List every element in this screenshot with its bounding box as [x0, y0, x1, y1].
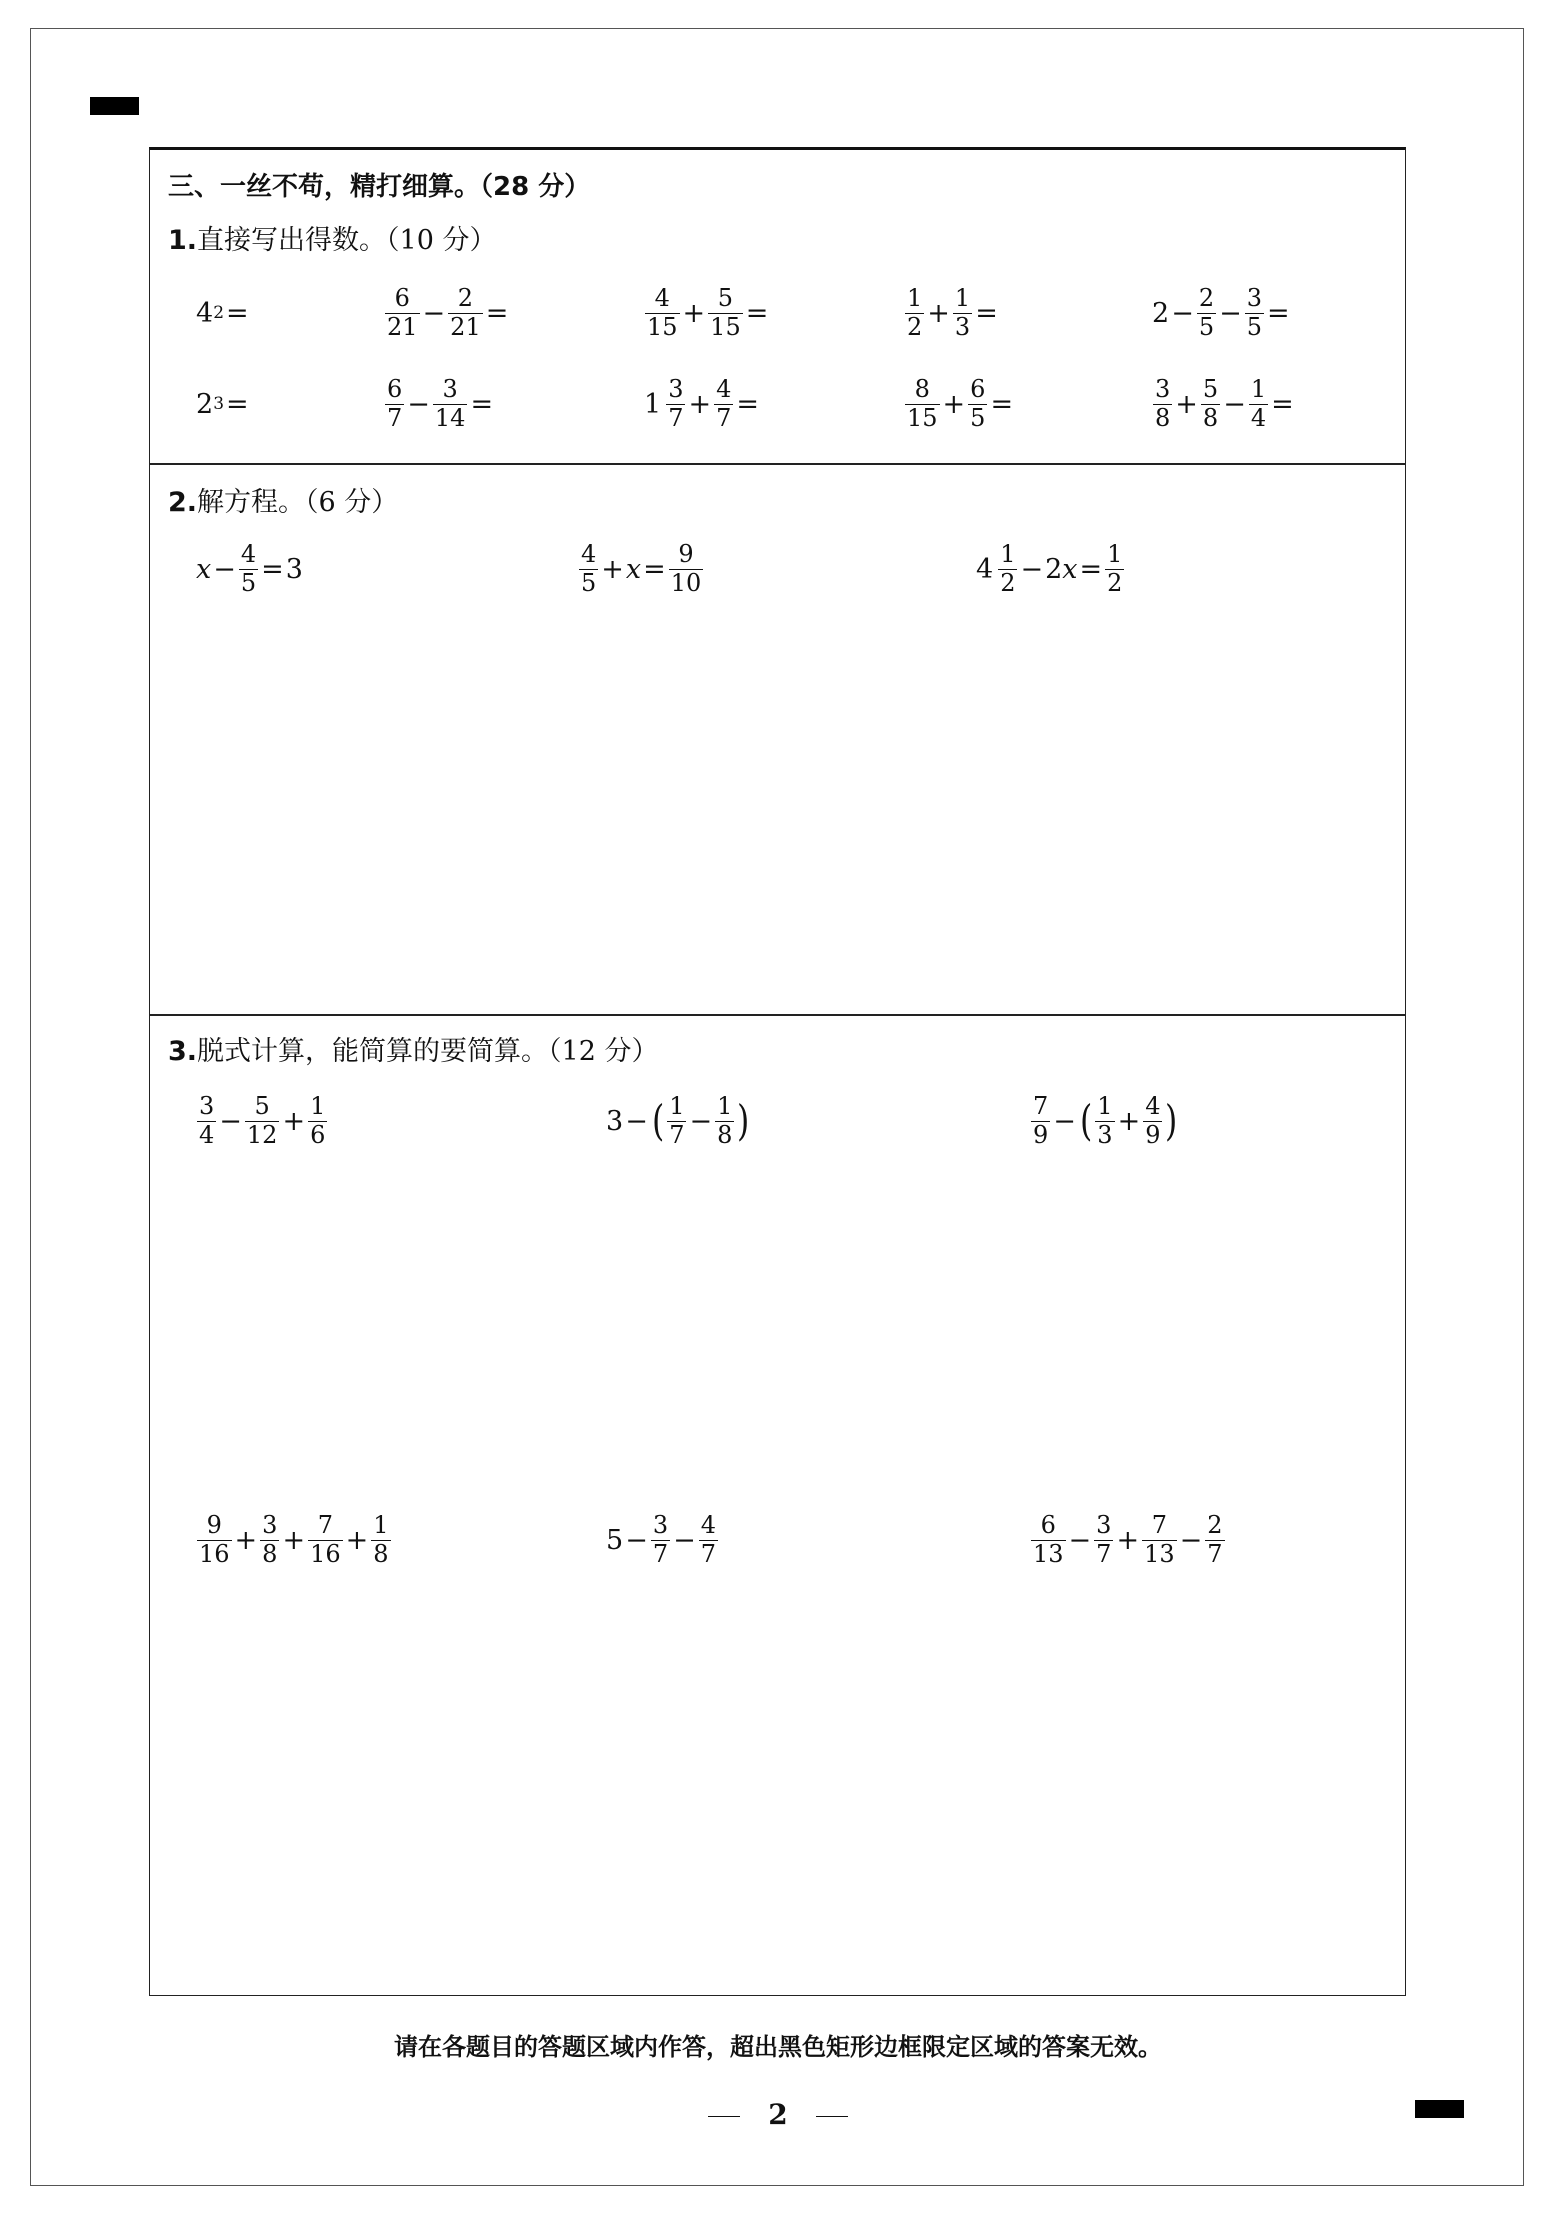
answer-area-notice: 请在各题目的答题区域内作答，超出黑色矩形边框限定区域的答案无效。	[394, 2033, 1162, 2061]
q1-expr-r2-2[interactable]: $\frac{6}{7}$ − $\frac{3}{14}$ =	[387, 375, 494, 432]
q1-expr-r2-4[interactable]: $\frac{8}{15}$ + $\frac{6}{5}$ =	[907, 375, 1014, 432]
q1-expr-r2-1[interactable]: 2 3 =	[196, 388, 249, 420]
q3-title	[168, 1029, 659, 1068]
q3-instruction: 脱式计算，能简算的要简算。（12 分）	[197, 1036, 659, 1067]
q3-problem-2[interactable]: 3 − ( $\frac{1}{7}$ − $\frac{1}{8}$ )	[606, 1092, 750, 1149]
q1-number: 1.	[168, 225, 198, 256]
q3-problem-1[interactable]: $\frac{3}{4}$ − $\frac{5}{12}$ + $\frac{1}{6}$	[199, 1092, 326, 1149]
q1-title	[168, 218, 497, 257]
page-number: 2	[0, 2098, 1556, 2131]
q3-problem-3[interactable]: $\frac{7}{9}$ − ( $\frac{1}{3}$ + $\frac{4}{9}$ )	[1033, 1092, 1178, 1149]
page-number-right-dash	[816, 2116, 848, 2117]
q1-expr-r1-1[interactable]: 4 2 =	[196, 297, 249, 329]
q1-expr-r1-5[interactable]: 2 − $\frac{2}{5}$ − $\frac{3}{5}$ =	[1152, 284, 1290, 341]
divider-q1-q2	[150, 463, 1405, 465]
q2-equation-1[interactable]: x − $\frac{4}{5}$ = 3	[196, 540, 303, 597]
q2-number: 2.	[168, 487, 198, 518]
top-left-alignment-marker	[90, 97, 139, 115]
q1-expr-r2-5[interactable]: $\frac{3}{8}$ + $\frac{5}{8}$ − $\frac{1}{4}$ =	[1155, 375, 1294, 432]
q2-equation-2[interactable]: $\frac{4}{5}$ + x = $\frac{9}{10}$	[581, 540, 702, 597]
q1-expr-r1-4[interactable]: $\frac{1}{2}$ + $\frac{1}{3}$ =	[907, 284, 998, 341]
answer-box	[149, 147, 1406, 1996]
section-heading: 三、一丝不苟，精打细算。（28 分）	[168, 172, 591, 202]
q2-title	[168, 480, 398, 519]
q2-instruction: 解方程。（6 分）	[197, 487, 399, 518]
q3-problem-6[interactable]: $\frac{6}{13}$ − $\frac{3}{7}$ + $\frac{7}{13}$ − $\frac{2}{7}$	[1033, 1511, 1223, 1568]
q3-problem-5[interactable]: 5 − $\frac{3}{7}$ − $\frac{4}{7}$	[606, 1511, 716, 1568]
page-number-left-dash	[708, 2116, 740, 2117]
q2-equation-3[interactable]: 4 $\frac{1}{2}$ − 2 x = $\frac{1}{2}$	[976, 540, 1123, 597]
q3-number: 3.	[168, 1036, 198, 1067]
q3-problem-4[interactable]: $\frac{9}{16}$ + $\frac{3}{8}$ + $\frac{7}{16}$ + $\frac{1}{8}$	[199, 1511, 389, 1568]
q1-expr-r1-3[interactable]: $\frac{4}{15}$ + $\frac{5}{15}$ =	[647, 284, 769, 341]
divider-q2-q3	[150, 1014, 1405, 1016]
q1-instruction: 直接写出得数。（10 分）	[197, 225, 497, 256]
q1-expr-r2-3[interactable]: 1 $\frac{3}{7}$ + $\frac{4}{7}$ =	[644, 375, 759, 432]
q1-expr-r1-2[interactable]: $\frac{6}{21}$ − $\frac{2}{21}$ =	[387, 284, 509, 341]
